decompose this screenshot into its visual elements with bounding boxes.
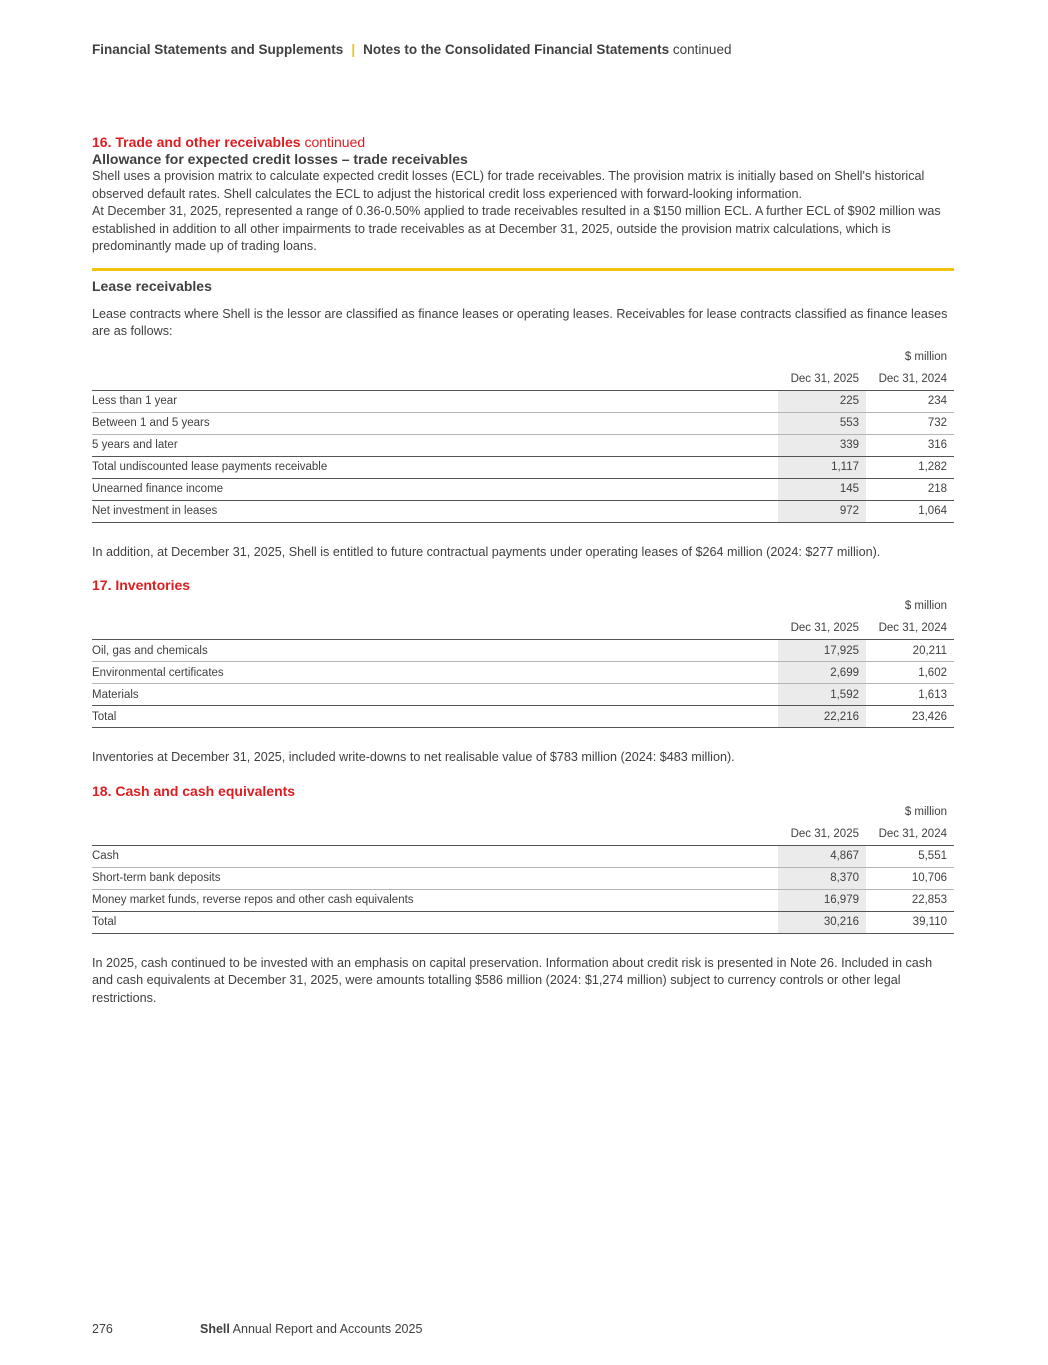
table-row: Less than 1 year 225 234 (92, 390, 954, 412)
page-content (92, 134, 954, 1007)
table-header-row (92, 823, 954, 846)
table-row: 5 years and later 339 316 (92, 434, 954, 456)
table-row-total: Total undiscounted lease payments receivable 1,117 1,282 (92, 456, 954, 478)
table-header-row (92, 368, 954, 391)
header-continued: continued (672, 42, 732, 57)
table-unit-row (92, 801, 954, 823)
table-row: Materials 1,592 1,613 (92, 684, 954, 706)
table-row: Between 1 and 5 years 553 732 (92, 412, 954, 434)
note-16-section (92, 134, 954, 561)
table-row-total: Net investment in leases 972 1,064 (92, 500, 954, 522)
note-18-title: 18. Cash and cash equivalents (92, 782, 296, 799)
footer-publication: Annual Report and Accounts 2025 (232, 1322, 423, 1336)
header-section: Financial Statements and Supplements (92, 42, 344, 57)
footer-brand: Shell (200, 1322, 230, 1336)
inventories-table (92, 595, 954, 728)
col-header-2025: Dec 31, 2025 (778, 823, 866, 846)
table-row-total: Total 22,216 23,426 (92, 706, 954, 728)
note-17-title: 17. Inventories (92, 577, 191, 593)
table-row: Money market funds, reverse repos and other cash equivalents 16,979 22,853 (92, 889, 954, 911)
table-row: Cash 4,867 5,551 (92, 845, 954, 867)
header-subsection: Notes to the Consolidated Financial Statements (363, 42, 670, 57)
table-unit-row (92, 595, 954, 617)
unit-label: $ million (904, 600, 947, 612)
page-header (92, 42, 731, 57)
unit-label: $ million (904, 350, 947, 363)
table-row: Oil, gas and chemicals 17,925 20,211 (92, 640, 954, 662)
page-number: 276 (92, 1322, 113, 1336)
note-17-section (92, 577, 954, 767)
header-separator: | (351, 42, 356, 57)
note-16-continued: continued (304, 134, 366, 150)
ecl-paragraph-1: Shell uses a provision matrix to calculate expected credit losses (ECL) for trade receivables. The provision matrix is initially based on Shell's historical observed default rates. Shell calculates the ECL to adjust the historical credit loss experienced with forward-looking information. (92, 169, 925, 201)
operating-lease-paragraph: In addition, at December 31, 2025, Shell is entitled to future contractual payments under operating leases of $264 million (2024: $277 million). (92, 544, 881, 559)
section-divider (92, 268, 954, 271)
page-footer (92, 1322, 422, 1336)
col-header-2025: Dec 31, 2025 (778, 617, 866, 640)
table-row: Short-term bank deposits 8,370 10,706 (92, 867, 954, 889)
ecl-paragraph-2: At December 31, 2025, represented a range of 0.36-0.50% applied to trade receivables resulted in a $150 million ECL. A further ECL of $902 million was established in addition to all other impairments to trade receivables as at December 31, 2025, outside the provision matrix calculations, which is predominantly made up of trading loans. (92, 204, 941, 253)
col-header-2024: Dec 31, 2024 (866, 617, 954, 640)
cash-equivalents-table (92, 801, 954, 934)
note-16-title (92, 134, 954, 151)
lease-intro-paragraph: Lease contracts where Shell is the lessor are classified as finance leases or operating leases. Receivables for lease contracts classified as finance leases are as follows: (92, 306, 948, 338)
col-header-2024: Dec 31, 2024 (866, 368, 954, 391)
ecl-subheading: Allowance for expected credit losses – trade receivables (92, 151, 468, 167)
note-16-title-text: 16. Trade and other receivables (92, 134, 301, 150)
table-unit-row (92, 346, 954, 368)
lease-receivables-heading: Lease receivables (92, 277, 212, 294)
table-row: Unearned finance income 145 218 (92, 478, 954, 500)
inventories-writedown-paragraph: Inventories at December 31, 2025, included write-downs to net realisable value of $783 million (2024: $483 million). (92, 750, 735, 764)
table-row: Environmental certificates 2,699 1,602 (92, 662, 954, 684)
col-header-2025: Dec 31, 2025 (778, 368, 866, 391)
col-header-2024: Dec 31, 2024 (866, 823, 954, 846)
table-row-total: Total 30,216 39,110 (92, 911, 954, 933)
note-18-section (92, 783, 954, 1008)
cash-policy-paragraph: In 2025, cash continued to be invested with an emphasis on capital preservation. Information about credit risk is presented in Note 26. Included in cash and cash equivalents at December 31, 2025, were amounts totalling $586 million (2024: $1,274 million) subject to currency controls or other legal restrictions. (92, 955, 933, 1005)
lease-receivables-table (92, 346, 954, 523)
unit-label: $ million (904, 805, 947, 818)
table-header-row (92, 617, 954, 640)
